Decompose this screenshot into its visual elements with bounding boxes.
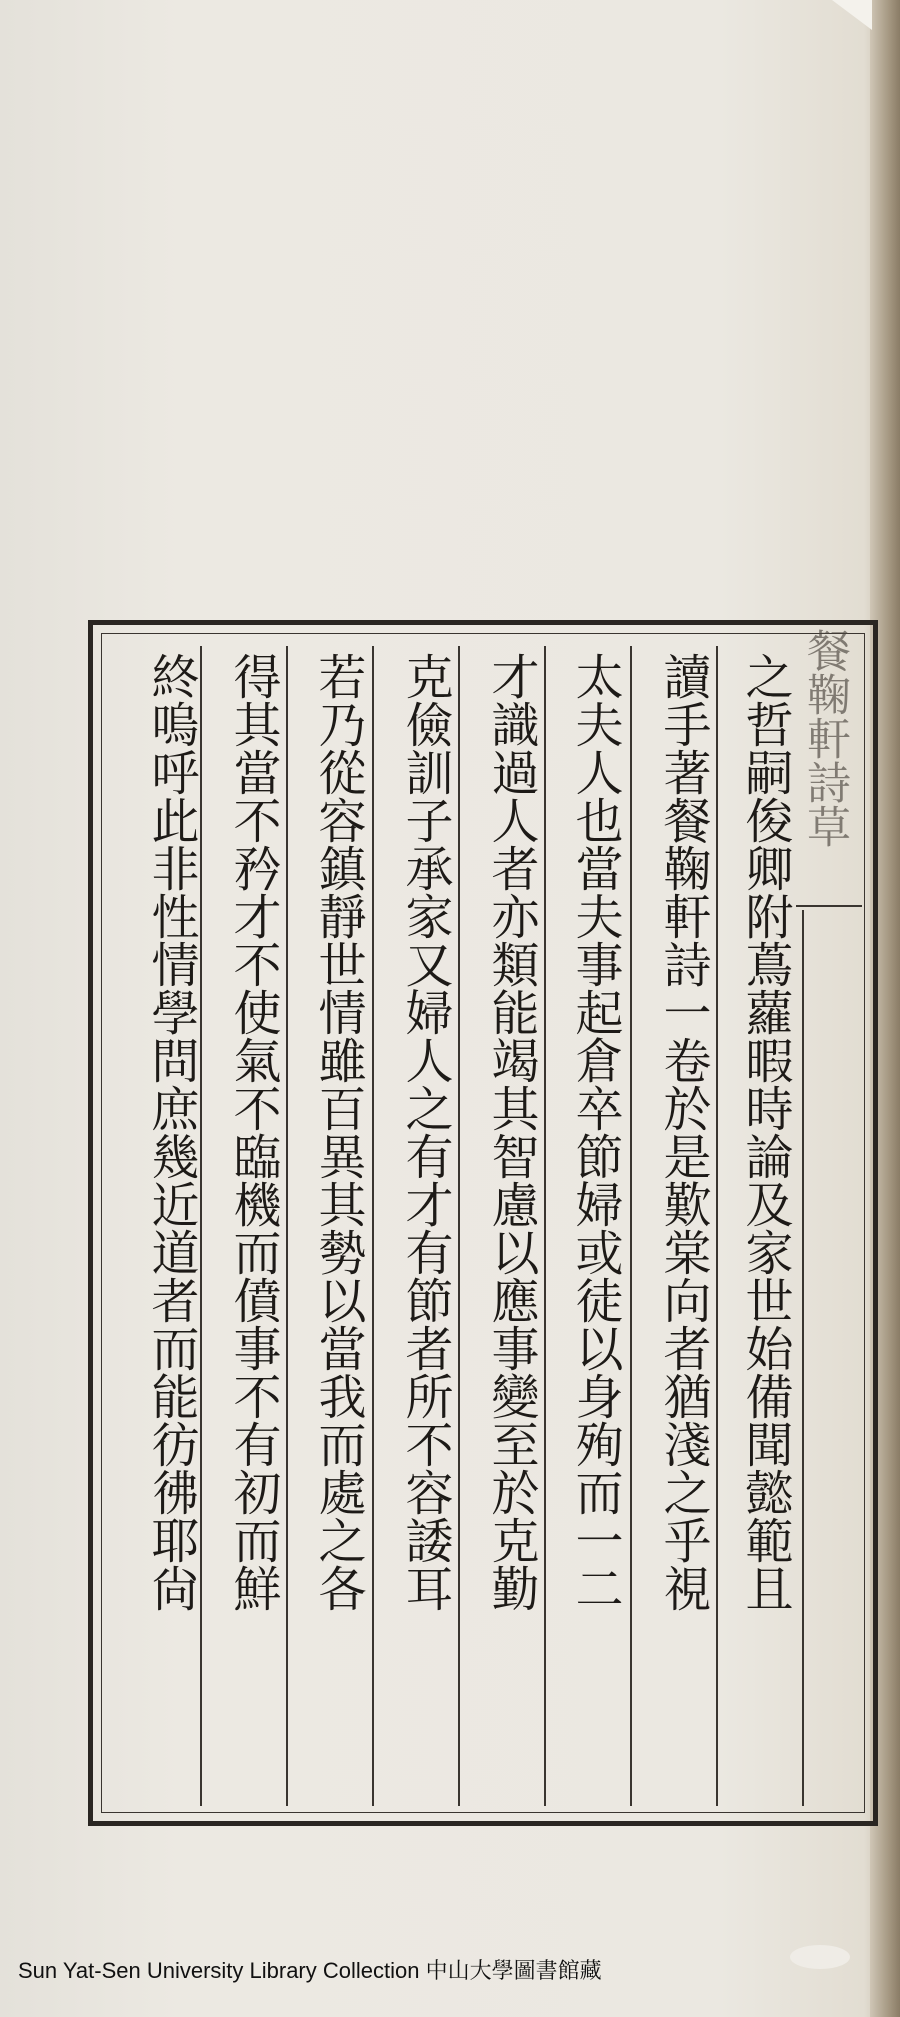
column-rule [458, 646, 460, 1806]
header-rule [796, 905, 862, 907]
paper-smudge [790, 1945, 850, 1969]
column-rule [286, 646, 288, 1806]
text-column: 讀手著餐鞠軒詩一卷於是歎棠向者猶淺之乎視 [655, 652, 711, 1612]
library-caption: Sun Yat-Sen University Library Collection 中山大學圖書館藏 [18, 1958, 602, 1983]
column-rule [802, 910, 804, 1806]
text-column: 之哲嗣俊卿附蔦蘿暇時論及家世始備聞懿範且 [737, 652, 793, 1612]
text-column: 克儉訓子承家又婦人之有才有節者所不容諉耳 [397, 652, 453, 1612]
column-rule [544, 646, 546, 1806]
text-column: 太夫人也當夫事起倉卒節婦或徒以身殉而一二 [567, 652, 623, 1612]
corner-fold [832, 0, 872, 30]
text-column: 若乃從容鎮靜世情雖百異其勢以當我而處之各 [310, 652, 366, 1612]
header-fragment: 餐鞠軒詩草 [799, 628, 850, 848]
column-rule [630, 646, 632, 1806]
text-column: 才識過人者亦類能竭其智慮以應事變至於克勤 [483, 652, 539, 1612]
text-column: 終嗚呼此非性情學問庶幾近道者而能彷彿耶尙 [143, 652, 199, 1612]
column-rule [372, 646, 374, 1806]
text-column: 得其當不矜才不使氣不臨機而僨事不有初而鮮 [225, 652, 281, 1612]
